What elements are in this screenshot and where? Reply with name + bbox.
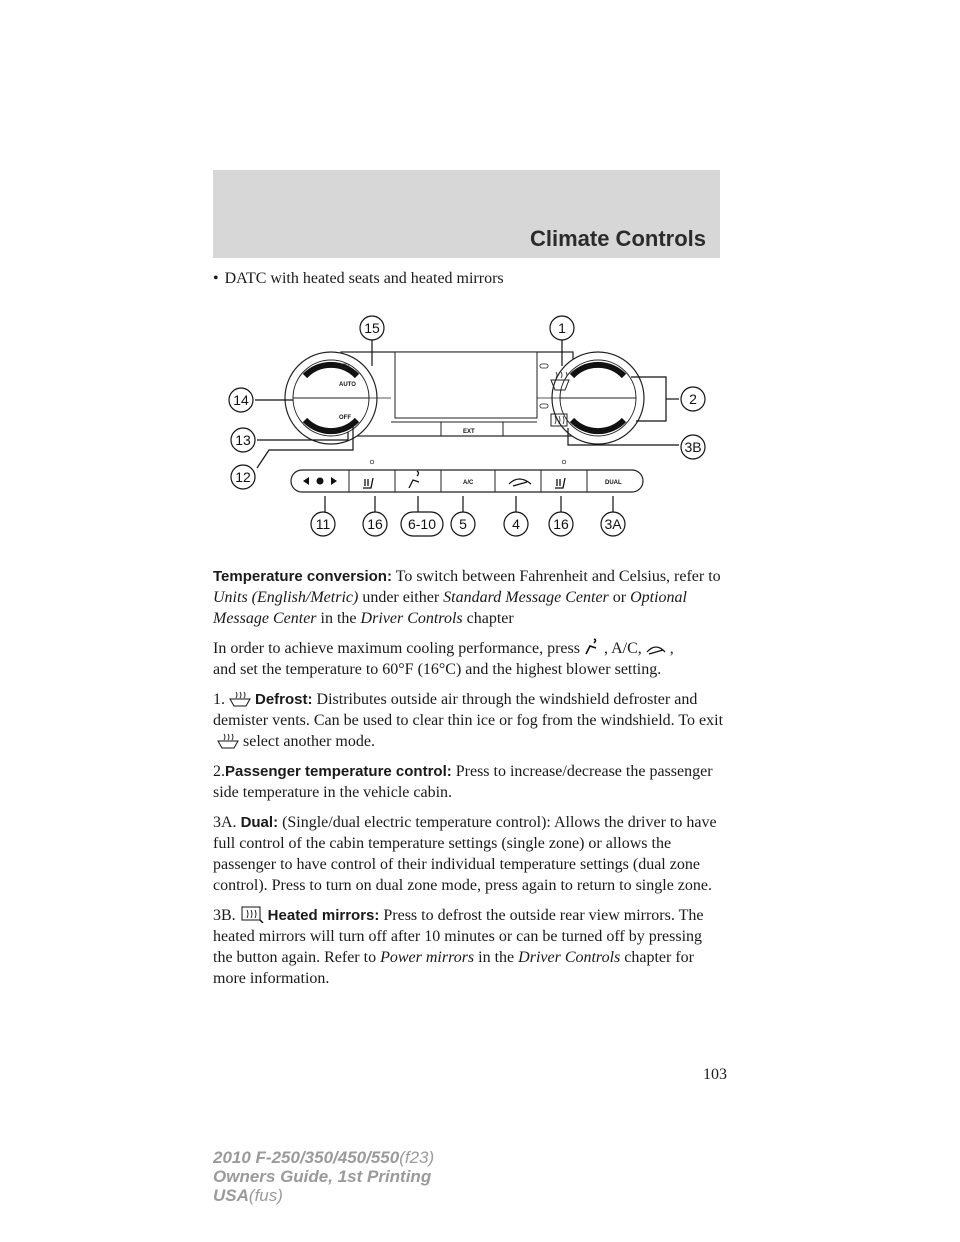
air-distribution-icon <box>583 638 601 656</box>
document-footer: 2010 F-250/350/450/550(f23) Owners Guide, 1st Printing USA(fus) <box>213 1148 435 1205</box>
callout-16-right <box>549 512 573 536</box>
bullet-text: DATC with heated seats and heated mirrors <box>224 270 504 287</box>
display-screen <box>395 352 537 418</box>
callout-1 <box>550 316 574 340</box>
svg-text:4: 4 <box>512 516 520 532</box>
callout-3a <box>601 512 625 536</box>
svg-text:3B: 3B <box>684 439 702 455</box>
svg-text:2: 2 <box>689 391 697 407</box>
defrost-icon <box>228 691 252 707</box>
dual-heading: Dual: <box>240 814 279 831</box>
page-number: 103 <box>703 1066 727 1083</box>
ac-label[interactable]: A/C <box>463 480 474 486</box>
callout-15 <box>360 316 384 340</box>
chapter-title: Climate Controls <box>529 226 706 251</box>
units-link: Units (English/Metric) <box>213 589 359 606</box>
svg-text:11: 11 <box>315 516 331 532</box>
svg-text:6-10: 6-10 <box>407 516 437 532</box>
fan-icon <box>317 478 324 485</box>
item-2-paragraph: 2.Passenger temperature control: Press to increase/decrease the passenger side temperature in the vehicle cabin. <box>213 763 713 801</box>
heated-mirrors-heading: Heated mirrors: <box>267 907 380 924</box>
callout-3b <box>681 435 705 459</box>
body-text <box>213 566 723 998</box>
bullet-item <box>213 270 504 288</box>
defrost-heading: Defrost: <box>255 691 313 708</box>
callout-14 <box>229 388 253 412</box>
svg-text:3A: 3A <box>604 516 622 532</box>
callout-11 <box>311 512 335 536</box>
item-3a-paragraph: 3A. Dual: (Single/dual electric temperature control): Allows the driver to have full control of the cabin temperature settings (single zone) or allows the passenger to have control of their individual temperature settings (dual zone control). Press to turn on dual zone mode, press again to return to single zone. <box>213 814 717 894</box>
heated-mirror-icon <box>239 905 265 923</box>
svg-text:15: 15 <box>364 320 380 336</box>
max-cooling-paragraph: In order to achieve maximum cooling performance, press , A/C, , and set the temperature to 60°F (16°C) and the highest blower setting. <box>213 640 674 678</box>
svg-text:1: 1 <box>558 320 566 336</box>
auto-label: AUTO <box>339 382 356 388</box>
defrost-icon <box>216 733 240 749</box>
svg-text:5: 5 <box>459 516 467 532</box>
temperature-conversion-heading: Temperature conversion: <box>213 568 392 585</box>
callout-4 <box>504 512 528 536</box>
svg-text:16: 16 <box>553 516 569 532</box>
climate-control-diagram <box>213 300 720 550</box>
item-3b-paragraph: 3B. Heated mirrors: Press to defrost the outside rear view mirrors. The heated mirrors will turn off after 10 minutes or can be turned off by pressing the button again. Refer to Power mirrors in the Driver Controls chapter for more information. <box>213 907 704 987</box>
item-1-paragraph: 1. Defrost: Distributes outside air through the windshield defroster and demister vents. Can be used to clear thin ice or fog from the windshield. To exitselect another mode. <box>213 691 724 750</box>
svg-text:12: 12 <box>235 469 251 485</box>
callout-12 <box>231 465 255 489</box>
chapter-header <box>213 170 720 258</box>
svg-text:13: 13 <box>235 432 251 448</box>
svg-text:14: 14 <box>233 392 249 408</box>
passenger-temperature-heading: Passenger temperature control: <box>225 763 452 780</box>
dual-label[interactable]: DUAL <box>605 480 622 486</box>
temperature-conversion-paragraph: Temperature conversion: To switch between Fahrenheit and Celsius, refer to Units (English/Metric) under either Standard Message Center or Optional Message Center in the Driver Controls chapter <box>213 568 721 627</box>
callout-6-10 <box>401 512 443 536</box>
off-label: OFF <box>339 415 351 421</box>
fan-speed-button[interactable] <box>303 477 337 485</box>
callout-5 <box>451 512 475 536</box>
svg-text:16: 16 <box>367 516 383 532</box>
bullet-dot-icon: • <box>213 270 219 287</box>
callout-2 <box>681 387 705 411</box>
ext-label: EXT <box>463 429 475 435</box>
callout-16-left <box>363 512 387 536</box>
recirculation-icon <box>645 642 667 656</box>
callout-13 <box>231 428 255 452</box>
